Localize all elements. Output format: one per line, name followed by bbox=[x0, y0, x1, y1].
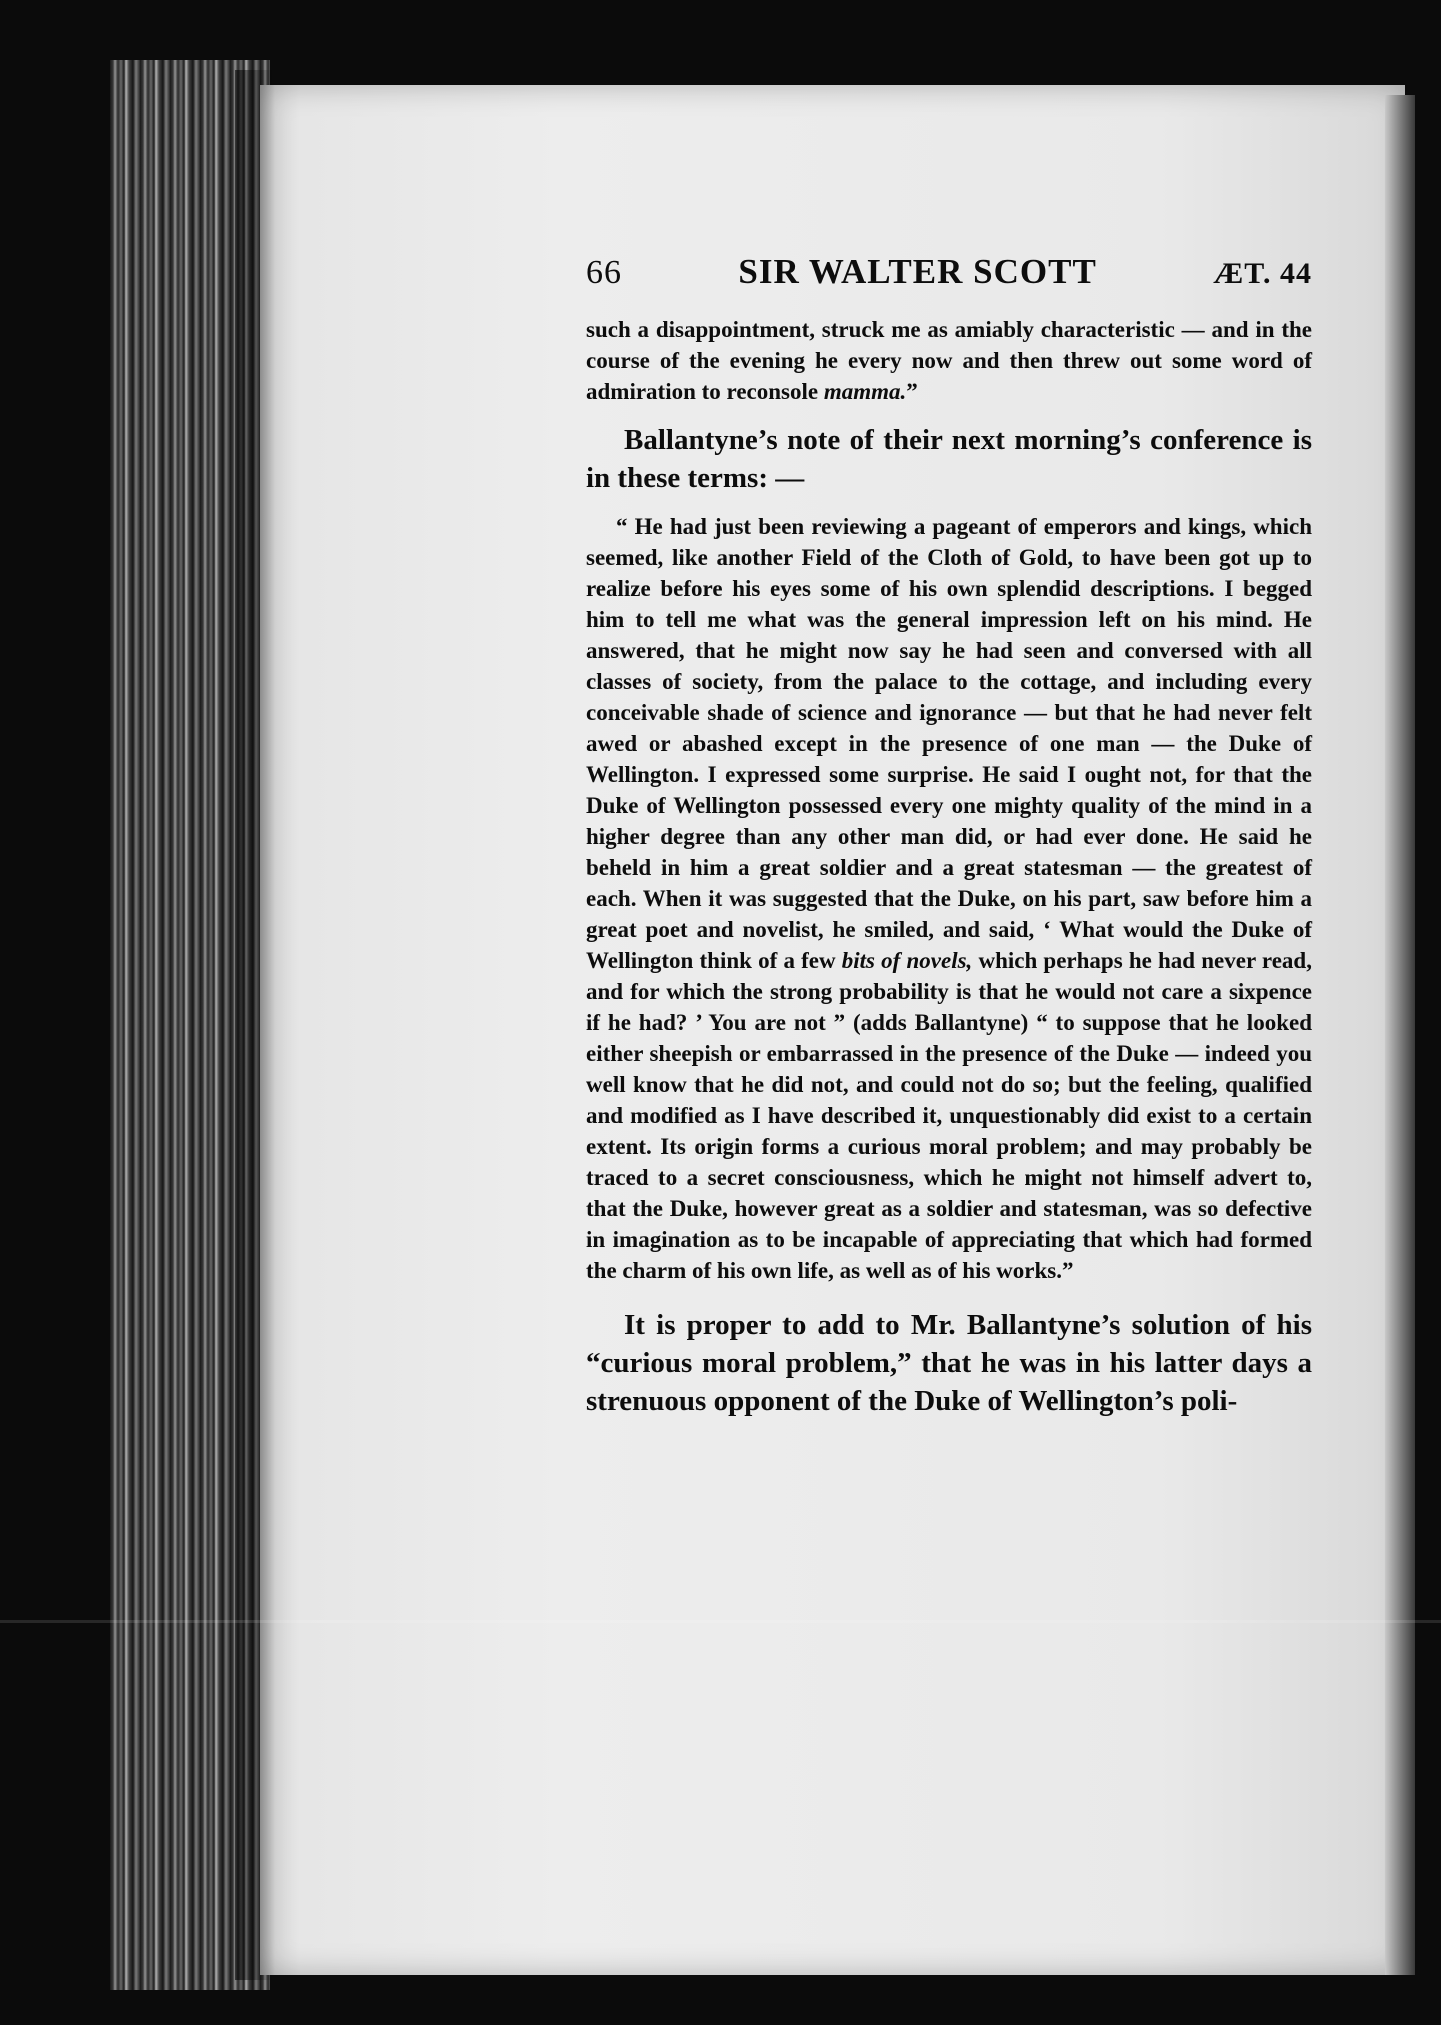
page-text-block bbox=[586, 252, 1312, 1420]
page-edge bbox=[1385, 95, 1415, 1975]
closing-quote: ” bbox=[906, 379, 918, 404]
page-number: 66 bbox=[586, 254, 622, 291]
running-head-age: ÆT. 44 bbox=[1213, 257, 1312, 290]
paragraph-text: such a disappointment, struck me as amiably characteristic — and in the course of the evening he every now and then threw out some word of admiration to reconsole bbox=[586, 317, 1312, 404]
paragraph-intro: Ballantyne’s note of their next morning’s conference is in these terms: — bbox=[586, 424, 1312, 494]
paragraph-continued-quote bbox=[586, 314, 1312, 407]
scan-artifact-line bbox=[0, 1620, 1441, 1623]
quote-text-part-2: which perhaps he had never read, and for which the strong probability is that he would not care a sixpence if he had? ’ You are not ” (adds Ballantyne) “ to suppose that he looked either sheepish or embarrassed in the presence of the Duke — indeed you well know that he did not, and could not do so; but the feeling, qualified and modified as I have described it, unquestionably did exist to a certain extent. Its origin forms a curious moral problem; and may probably be traced to a secret consciousness, which he might not himself advert to, that the Duke, however great as a soldier and statesman, was so defective in imagination as to be incapable of appreciating that which had formed the charm of his own life, as well as of his works.” bbox=[586, 948, 1312, 1283]
italic-phrase: bits of novels, bbox=[841, 948, 973, 973]
quote-text-part-1: “ He had just been reviewing a pageant of emperors and kings, which seemed, like another Field of the Cloth of Gold, to have been got up to realize before his eyes some of his own splendid descriptions. I begged him to tell me what was the general impression left on his mind. He answered, that he might now say he had seen and conversed with all classes of society, from the palace to the cottage, and including every conceivable shade of science and ignorance — but that he had never felt awed or abashed except in the presence of one man — the Duke of Wellington. I expressed some surprise. He said I ought not, for that the Duke of Wellington possessed every one mighty quality of the mind in a higher degree than any other man did, or had ever done. He said he beheld in him a great soldier and a great statesman — the greatest of each. When it was suggested that the Duke, on his part, saw before him a great poet and novelist, he smiled, and said, ‘ What would the Duke of Wellington think of a few bbox=[586, 514, 1312, 973]
paragraph-closing: It is proper to add to Mr. Ballantyne’s solution of his “curious moral problem,” that he was in his latter days a strenuous opponent of the Duke of Wellington’s poli- bbox=[586, 1309, 1312, 1417]
paragraph-ballantyne-quote bbox=[586, 511, 1312, 1286]
running-head bbox=[586, 252, 1312, 306]
running-head-title: SIR WALTER SCOTT bbox=[738, 252, 1097, 291]
gutter-shadow bbox=[235, 70, 275, 1980]
italic-word: mamma. bbox=[823, 379, 907, 404]
